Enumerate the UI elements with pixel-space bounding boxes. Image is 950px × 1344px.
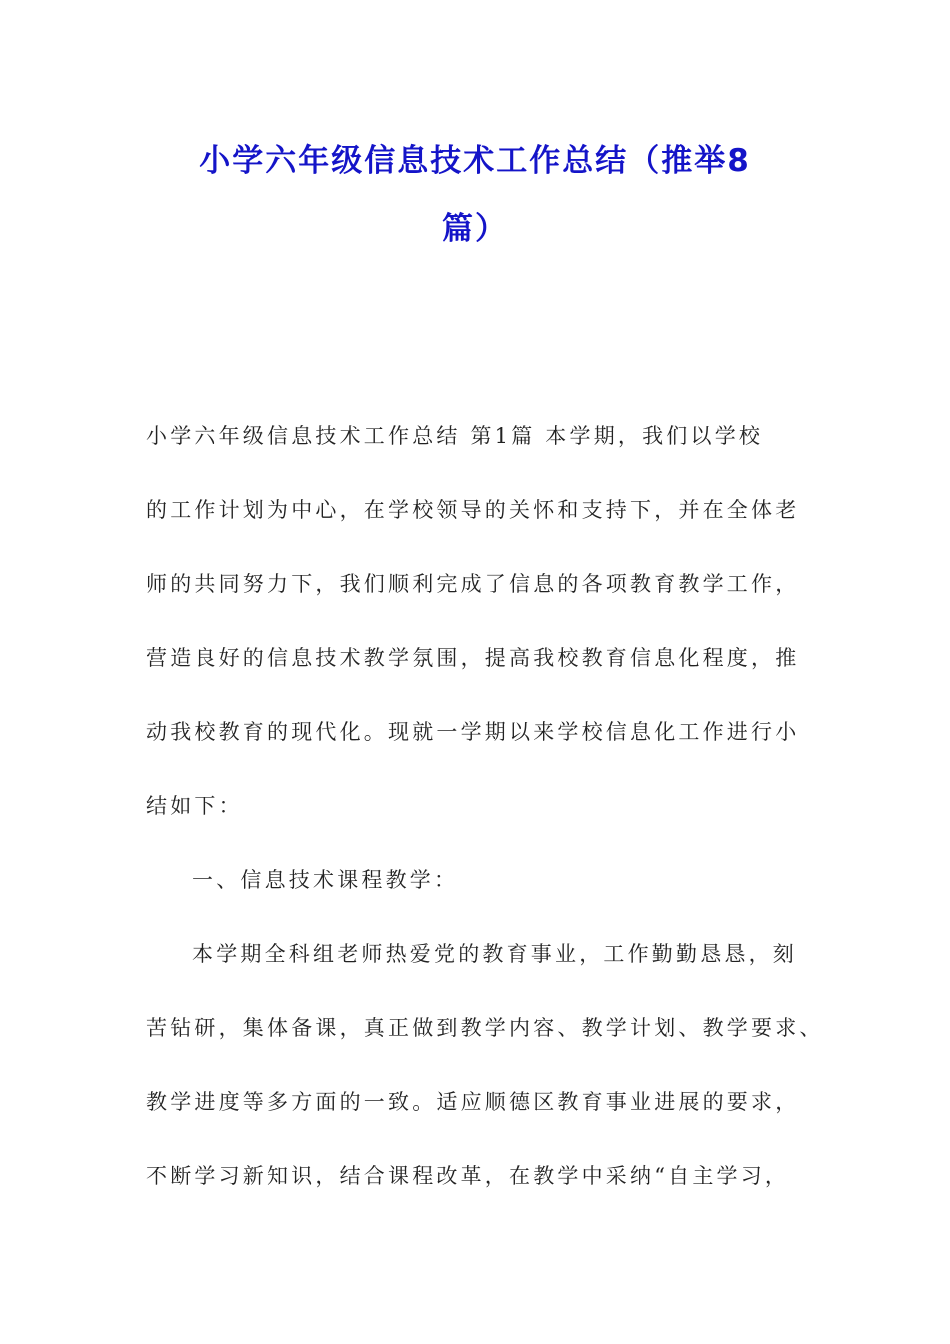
paragraph-line: 小学六年级信息技术工作总结 第1篇 本学期，我们以学校: [146, 424, 764, 448]
section-heading: 一、信息技术课程教学：: [192, 868, 459, 892]
paragraph-line: 的工作计划为中心，在学校领导的关怀和支持下，并在全体老: [146, 498, 800, 522]
document-title-line-2: 篇）: [442, 211, 508, 247]
paragraph-line: 师的共同努力下，我们顺利完成了信息的各项教育教学工作，: [146, 572, 800, 596]
paragraph-line: 教学进度等多方面的一致。适应顺德区教育事业进展的要求，: [146, 1090, 800, 1114]
paragraph-line: 结如下：: [146, 794, 243, 818]
paragraph-line: 本学期全科组老师热爱党的教育事业，工作勤勤恳恳，刻: [192, 942, 797, 966]
paragraph-line: 苦钻研，集体备课，真正做到教学内容、教学计划、教学要求、: [146, 1016, 824, 1040]
paragraph-line: 不断学习新知识，结合课程改革，在教学中采纳“自主学习，: [146, 1164, 790, 1188]
document-title-line-1: 小学六年级信息技术工作总结（推举8: [199, 143, 751, 179]
paragraph-line: 营造良好的信息技术教学氛围，提高我校教育信息化程度，推: [146, 646, 800, 670]
paragraph-line: 动我校教育的现代化。现就一学期以来学校信息化工作进行小: [146, 720, 800, 744]
